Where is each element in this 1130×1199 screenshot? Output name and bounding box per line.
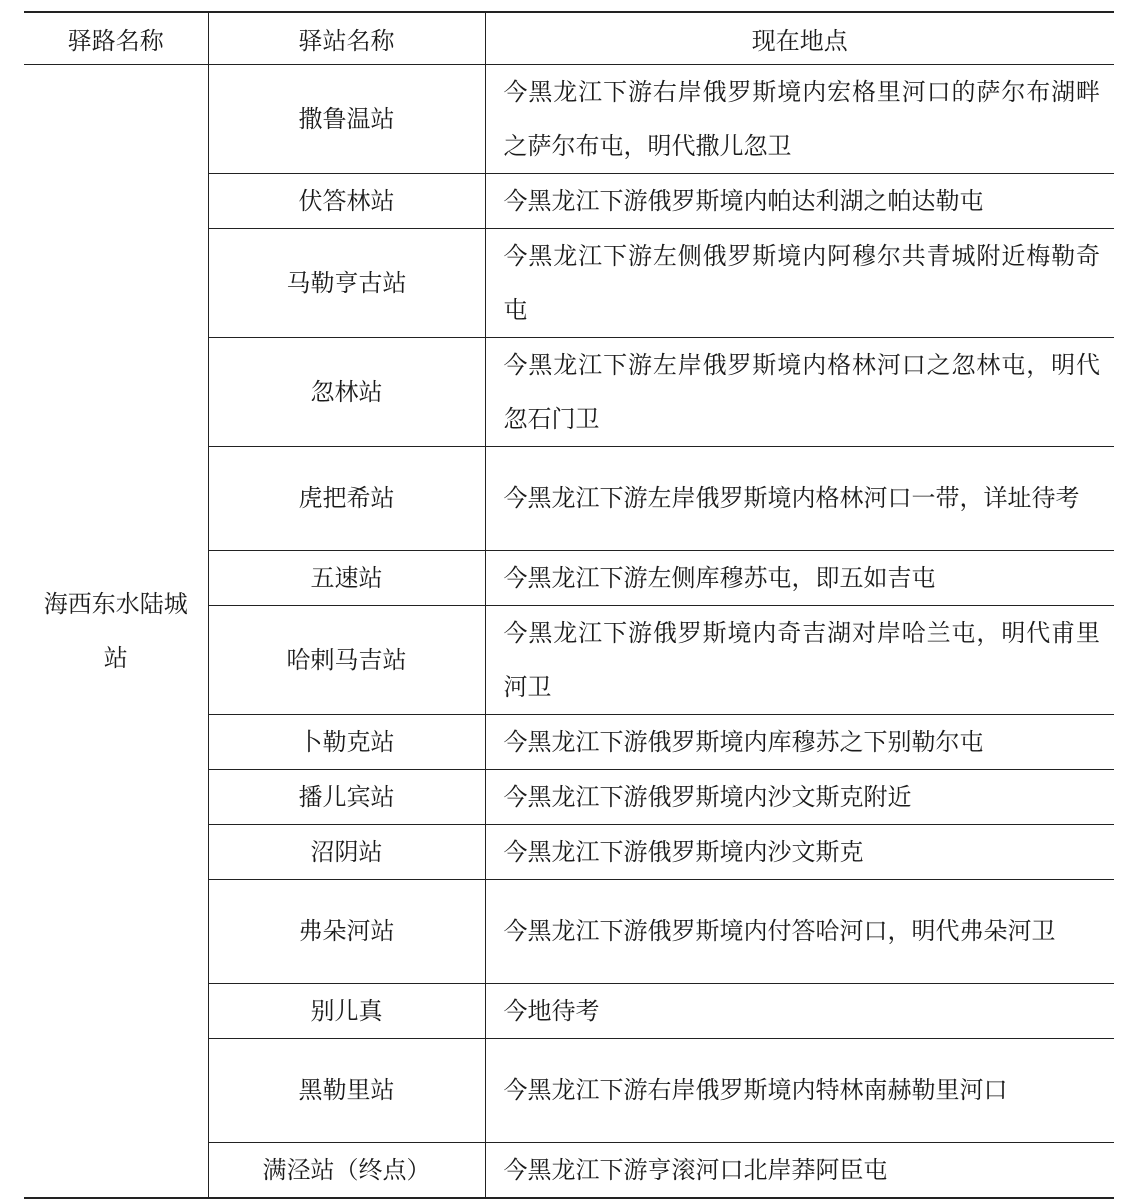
relay-station-table-container [24, 11, 1114, 1199]
location-cell: 今黑龙江下游俄罗斯境内沙文斯克附近 [485, 769, 1114, 824]
station-cell: 马勒亨古站 [208, 228, 485, 337]
station-cell: 满泾站（终点） [208, 1142, 485, 1198]
station-cell: 沼阴站 [208, 824, 485, 879]
location-cell: 今黑龙江下游俄罗斯境内付答哈河口，明代弗朵河卫 [485, 879, 1114, 983]
station-cell: 哈剌马吉站 [208, 605, 485, 714]
header-current-location: 现在地点 [485, 12, 1114, 64]
location-cell: 今黑龙江下游亨滚河口北岸莽阿臣屯 [485, 1142, 1114, 1198]
table-header-row [24, 12, 1114, 64]
station-cell: 伏答林站 [208, 173, 485, 228]
location-cell: 今黑龙江下游俄罗斯境内奇吉湖对岸哈兰屯，明代甫里河卫 [485, 605, 1114, 714]
station-cell: 别儿真 [208, 983, 485, 1038]
location-cell: 今黑龙江下游左侧库穆苏屯，即五如吉屯 [485, 550, 1114, 605]
relay-station-table [24, 11, 1114, 1199]
location-cell: 今黑龙江下游右岸俄罗斯境内宏格里河口的萨尔布湖畔之萨尔布屯，明代撒儿忽卫 [485, 64, 1114, 173]
station-cell: 忽林站 [208, 337, 485, 446]
location-cell: 今黑龙江下游左侧俄罗斯境内阿穆尔共青城附近梅勒奇屯 [485, 228, 1114, 337]
header-station-name: 驿站名称 [208, 12, 485, 64]
station-cell: 虎把希站 [208, 446, 485, 550]
location-cell: 今黑龙江下游俄罗斯境内沙文斯克 [485, 824, 1114, 879]
station-cell: 卜勒克站 [208, 714, 485, 769]
station-cell: 撒鲁温站 [208, 64, 485, 173]
location-cell: 今黑龙江下游右岸俄罗斯境内特林南赫勒里河口 [485, 1038, 1114, 1142]
station-cell: 黑勒里站 [208, 1038, 485, 1142]
location-cell: 今黑龙江下游左岸俄罗斯境内格林河口一带，详址待考 [485, 446, 1114, 550]
location-cell: 今黑龙江下游左岸俄罗斯境内格林河口之忽林屯，明代忽石门卫 [485, 337, 1114, 446]
location-cell: 今黑龙江下游俄罗斯境内库穆苏之下别勒尔屯 [485, 714, 1114, 769]
station-cell: 五速站 [208, 550, 485, 605]
station-cell: 弗朵河站 [208, 879, 485, 983]
header-route-name: 驿路名称 [24, 12, 208, 64]
location-cell: 今黑龙江下游俄罗斯境内帕达利湖之帕达勒屯 [485, 173, 1114, 228]
location-cell: 今地待考 [485, 983, 1114, 1038]
route-name-cell: 海西东水陆城站 [24, 64, 208, 1198]
station-cell: 播儿宾站 [208, 769, 485, 824]
table-row [24, 64, 1114, 173]
